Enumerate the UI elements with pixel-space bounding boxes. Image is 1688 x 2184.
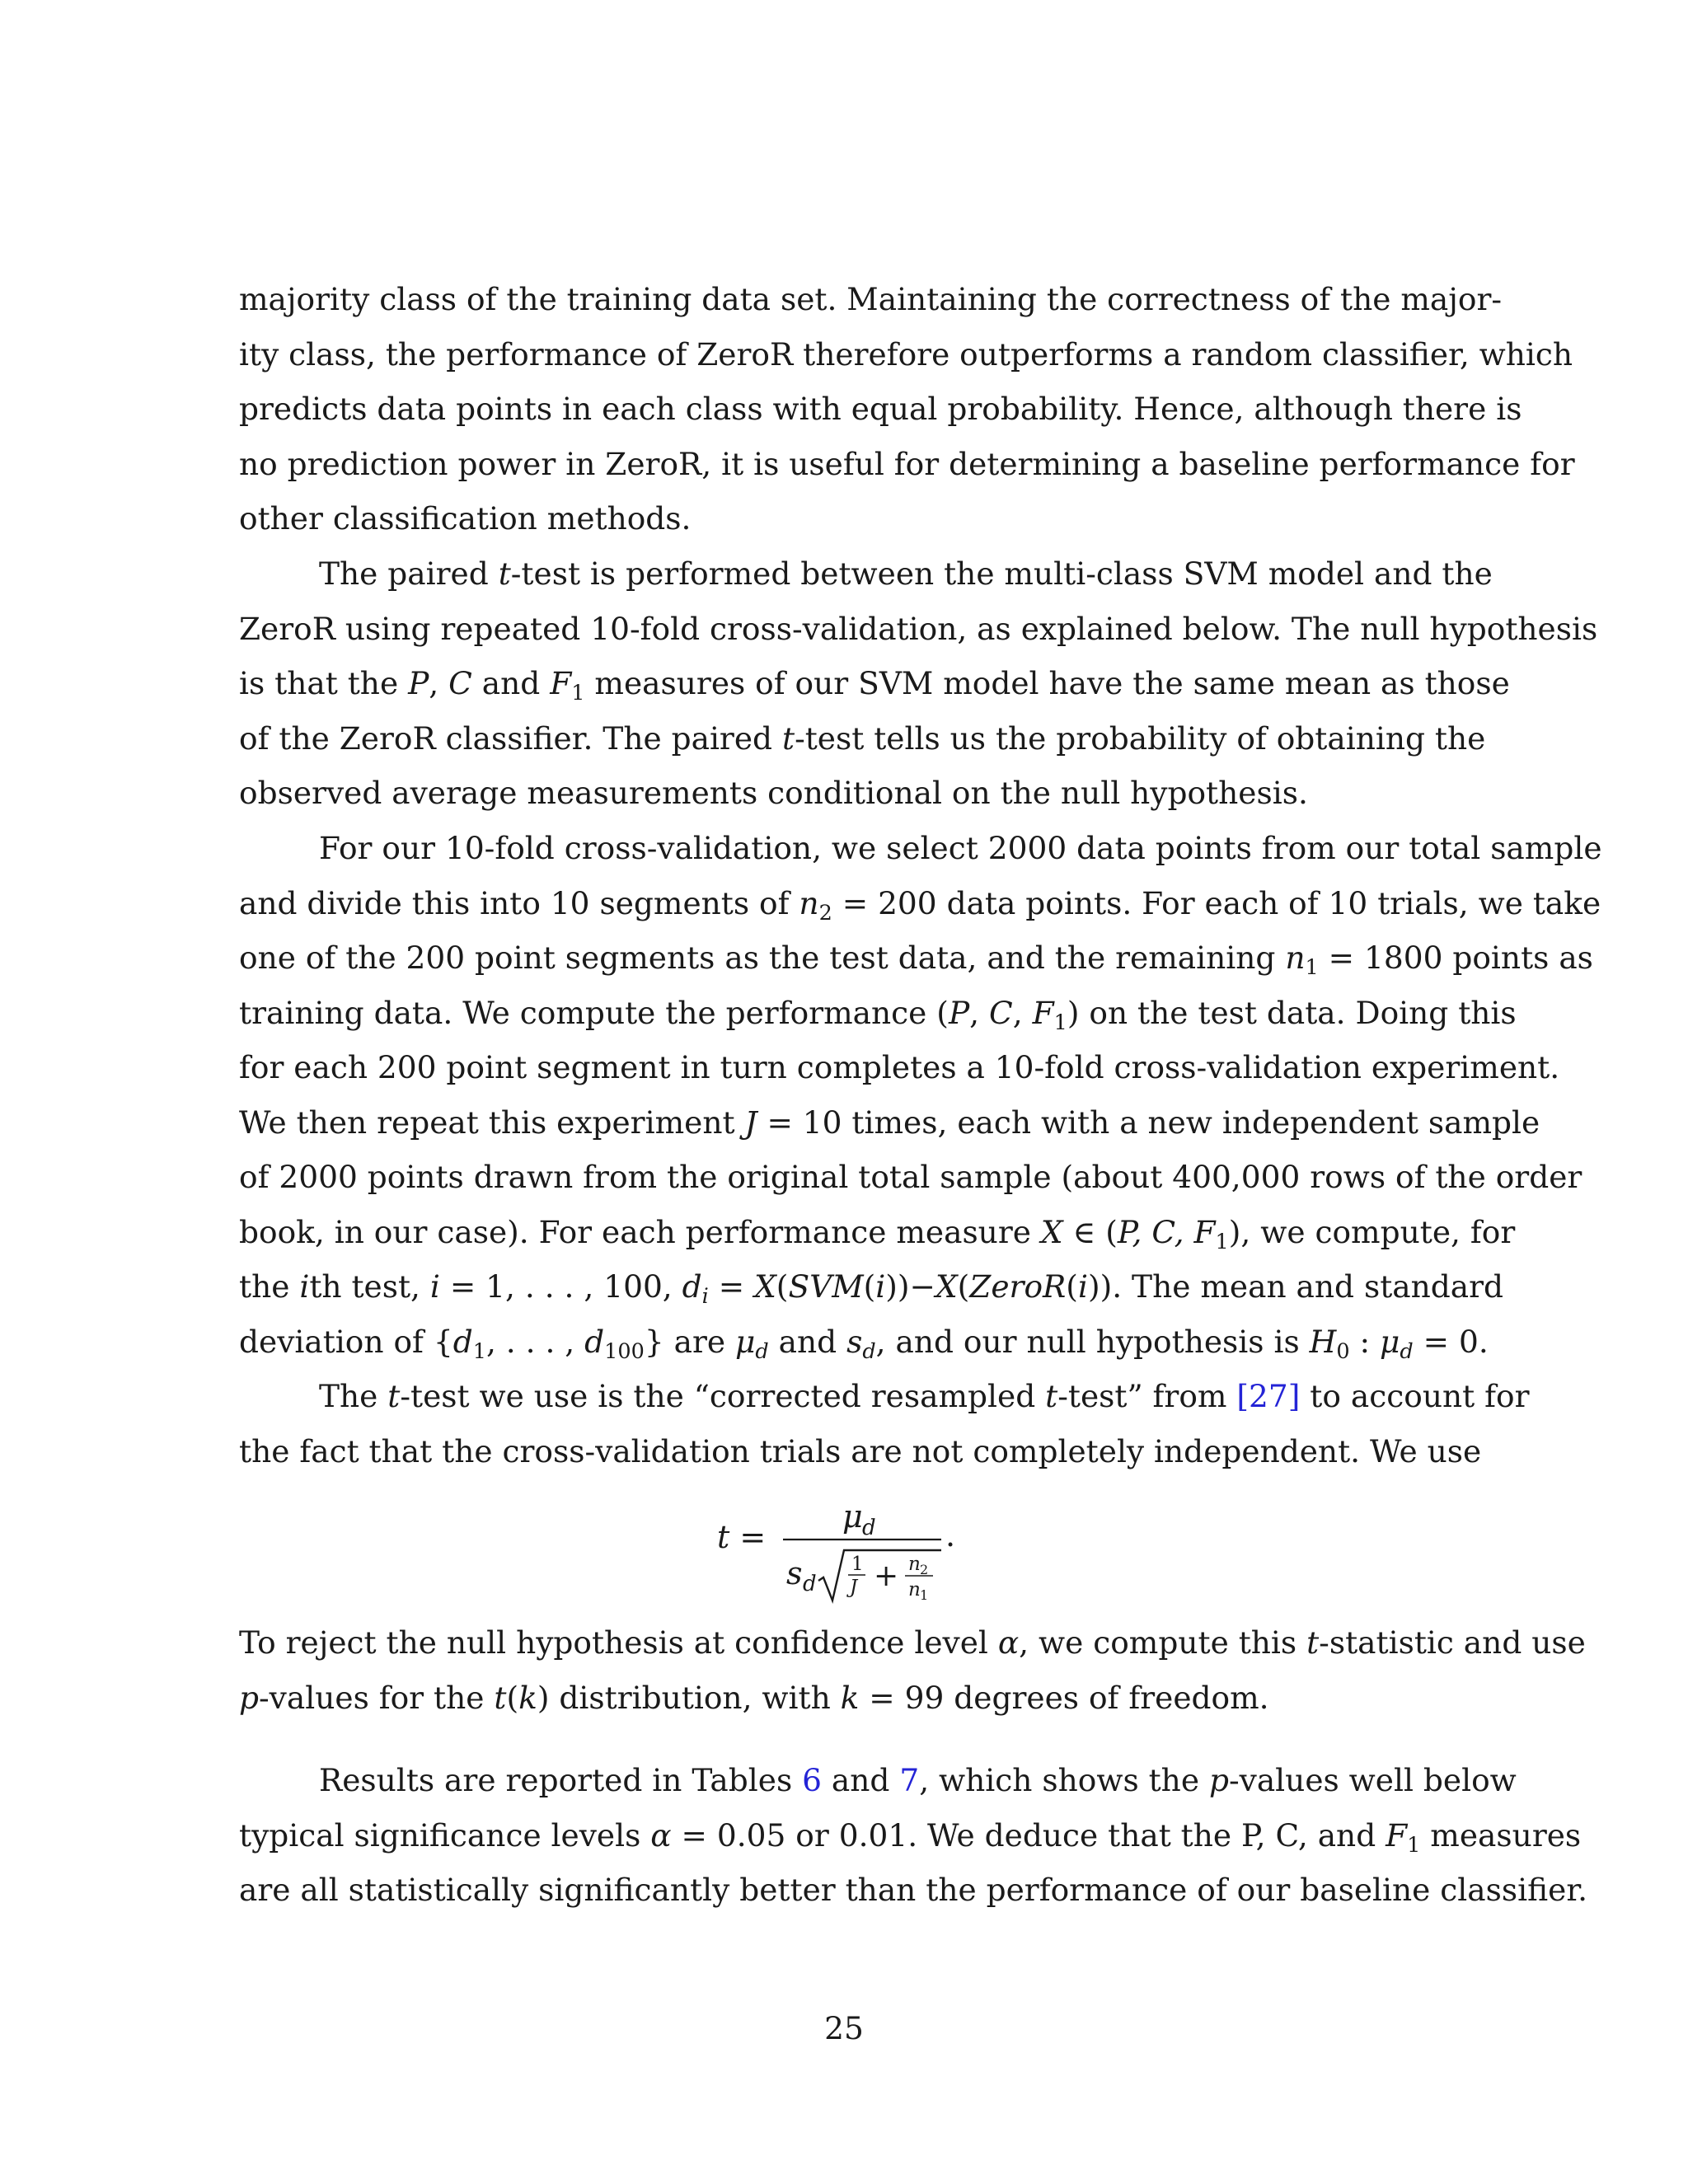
math-H: H [1309,1323,1337,1360]
text-run: -statistic and use [1319,1624,1586,1661]
math-i: i [701,1284,709,1310]
text-run: 1, . . . , 100, [485,1268,682,1305]
text-run: the [239,1268,300,1305]
text-line [239,656,1510,711]
math-t: t [494,1679,507,1716]
math-t: t [498,555,511,592]
text-run: training data. We compute the performance [239,994,937,1031]
math-t: t [1045,1378,1058,1414]
math-sub [862,1339,875,1364]
math-mu: μ [1380,1323,1400,1360]
math-eq: = [832,884,879,921]
math-paren: ( [506,1679,519,1716]
eq-period: . [945,1517,956,1554]
math-comma: , [429,665,449,701]
text-run: deviation of [239,1323,434,1360]
text-line: predicts data points in each class with equal probability. Hence, although there is [239,391,1522,427]
text-run: The paired [319,555,499,592]
text-run: , which shows the [919,1762,1209,1798]
math-i: i [299,1268,310,1305]
paragraph-reject-null [239,1615,1586,1725]
math-paren: ( [1066,1268,1078,1305]
text-run: th test, [309,1268,430,1305]
math-n: n [799,884,819,921]
eq-frac2-den: n [908,1579,921,1601]
text-run: We then repeat this experiment [239,1104,745,1141]
math-sub [1400,1339,1413,1364]
text-line: of 2000 points drawn from the original total sample (about 400,000 rows of the order [239,1159,1582,1195]
math-sub: 2 [818,900,832,926]
text-line: other classification methods. [239,500,692,537]
math-paren: ) [1067,994,1080,1031]
text-line [239,930,1593,986]
math-paren: ) [1228,1213,1241,1250]
math-paren: ) [1087,1268,1100,1305]
math-C: C [989,994,1013,1031]
text-line [239,1753,1517,1808]
math-d: d [452,1323,473,1360]
text-run: on the test data. Doing this [1079,994,1517,1031]
math-p: p [1208,1762,1229,1798]
math-paren: ) [885,1268,898,1305]
text-run: 0. [1459,1323,1489,1360]
math-tuple: P, C, F [1117,1213,1216,1250]
text-line: the fact that the cross-validation trials are not completely independent. We use [239,1432,1482,1469]
text-run: -test tells us the probability of obtaining the [795,719,1486,757]
math-eq: = [859,1679,905,1716]
math-i: i [429,1268,440,1305]
math-F: F [550,665,572,701]
eq-denominator-sub: d [803,1572,817,1596]
text-run: 0.05 or 0.01. We deduce that the P, C, and [716,1816,1386,1854]
math-paren: ) [537,1679,550,1716]
text-run: of the ZeroR classifier. The paired [239,719,782,757]
math-d: d [584,1323,605,1360]
math-eq: = [1413,1323,1459,1360]
math-zeror: ZeroR [969,1268,1067,1305]
math-C: C [448,665,472,701]
display-equation [709,1498,989,1614]
math-X: X [1040,1213,1063,1250]
eq-frac2-num-sub: 2 [920,1562,929,1577]
text-line: observed average measurements conditional on the null hypothesis. [239,775,1308,811]
math-d: d [862,1338,876,1364]
text-line [239,1095,1540,1151]
text-run: is that the [239,665,409,701]
text-run: distribution, with [549,1679,841,1716]
math-d: d [682,1268,702,1305]
text-run: , we compute this [1019,1624,1307,1661]
table-7-link[interactable]: 7 [899,1762,920,1798]
math-P: P [948,994,970,1031]
text-line: ity class, the performance of ZeroR therefore outperforms a random classifier, which [239,335,1573,373]
text-run: Results are reported in Tables [319,1762,803,1798]
text-line [239,1315,1489,1370]
text-run: -test” from [1057,1378,1237,1414]
text-line: are all statistically significantly better than the performance of our baseline classifier. [239,1872,1588,1908]
eq-denominator-s: s [786,1555,803,1591]
math-paren: ( [936,994,949,1031]
math-t: t [387,1378,401,1414]
text-run: -test is performed between the multi-class SVM model and the [510,555,1493,592]
math-P: P [408,665,429,701]
text-line [239,986,1517,1041]
math-sub: 1 [1215,1229,1229,1254]
math-eq: = [708,1268,755,1305]
math-J: J [744,1104,757,1141]
math-colon: : [1349,1323,1381,1360]
text-run: -values well below [1228,1762,1517,1798]
math-d: d [1400,1338,1414,1364]
math-d: d [755,1338,769,1364]
math-paren: ( [863,1268,876,1305]
math-eq: = [671,1816,717,1854]
eq-numerator-sub: d [862,1516,876,1540]
math-sub [755,1339,768,1364]
math-F: F [1032,994,1054,1031]
text-run: -test we use is the “corrected resampled [400,1378,1046,1414]
math-alpha: α [650,1816,672,1854]
math-comma: , [1012,994,1033,1031]
math-sub [702,1284,709,1309]
text-line [239,1808,1582,1863]
math-F: F [1386,1816,1408,1854]
math-minus: − [909,1268,935,1305]
eq-frac1-num: 1 [851,1554,864,1575]
math-sub: 1 [571,681,585,706]
math-sub: 1 [472,1338,486,1364]
math-i: i [875,1268,886,1305]
math-p: p [239,1679,260,1716]
text-run: and divide this into 10 segments of [239,884,799,921]
text-run: and [768,1323,847,1360]
math-n: n [1285,940,1306,976]
math-alpha: α [997,1624,1020,1661]
text-line [239,1369,1530,1424]
math-i: i [1077,1268,1088,1305]
text-line [239,546,1493,602]
text-run: book, in our case). For each performance measure [239,1213,1041,1250]
text-line [239,1205,1516,1260]
eq-lhs: t = [717,1519,767,1555]
text-line: for each 200 point segment in turn completes a 10-fold cross-validation experiment. [239,1049,1560,1085]
citation-link[interactable]: [27] [1236,1378,1301,1414]
text-run: typical significance levels [239,1816,651,1854]
text-line [239,1671,1439,1726]
math-in: ∈ [1062,1213,1106,1250]
math-eq: = [757,1104,803,1141]
math-X: X [754,1268,776,1305]
math-t: t [1306,1624,1320,1661]
math-paren: ( [776,1268,789,1305]
math-paren: ( [957,1268,970,1305]
math-brace: } [644,1323,664,1360]
text-run: measures [1420,1816,1582,1854]
math-sub: 100 [604,1338,645,1364]
text-run: . The mean and standard [1112,1268,1504,1305]
math-eq: = [1318,940,1364,976]
text-run: -values for the [259,1679,495,1716]
text-run: 10 times, each with a new independent sample [802,1104,1540,1141]
math-comma: , [969,994,990,1031]
math-k: k [518,1679,537,1716]
text-line: For our 10-fold cross-validation, we select 2000 data points from our total sample [319,830,1602,866]
text-run: to account for [1300,1378,1530,1414]
text-run: 200 data points. For each of 10 trials, we take [878,884,1601,921]
math-sub: 0 [1336,1338,1350,1364]
math-s: s [846,1323,863,1360]
math-sub: 1 [1407,1832,1421,1858]
text-run: 99 degrees of freedom. [904,1679,1269,1716]
math-ellipsis: , . . . , [485,1323,585,1360]
eq-plus: + [874,1559,899,1593]
math-eq: = [439,1268,486,1305]
table-6-link[interactable]: 6 [802,1762,822,1798]
paragraph-zeror-baseline [239,272,1575,546]
text-line [239,711,1486,766]
eq-frac2-den-sub: 1 [920,1587,929,1603]
text-line: majority class of the training data set. Maintaining the correctness of the major- [239,281,1503,317]
text-run: and [822,1762,900,1798]
math-mu: μ [735,1323,756,1360]
text-run: , and our null hypothesis is [875,1323,1310,1360]
text-run: 1800 points as [1364,940,1593,976]
math-paren: ) [897,1268,910,1305]
paragraph-cross-validation [239,821,1602,1369]
page-number: 25 [824,2010,864,2046]
text-line: ZeroR using repeated 10-fold cross-validation, as explained below. The null hypothesis [239,610,1598,647]
eq-frac2-num: n [908,1554,921,1575]
eq-frac1-den: J [850,1577,858,1598]
math-paren: ( [1105,1213,1118,1250]
eq-numerator-mu: μ [842,1498,863,1535]
math-paren: ) [1100,1268,1113,1305]
text-line [239,1615,1586,1671]
text-line [239,876,1601,931]
text-run: The [319,1378,388,1414]
paragraph-paired-t-test [239,546,1598,821]
text-line [239,1259,1504,1315]
math-sub: 1 [1305,955,1319,981]
math-t: t [781,719,795,757]
text-run: and [471,665,551,701]
math-X: X [935,1268,958,1305]
text-run: , we compute, for [1240,1213,1516,1250]
math-sub: 1 [1053,1010,1067,1035]
math-k: k [840,1679,860,1716]
text-run: one of the 200 point segments as the test data, and the remaining [239,940,1286,976]
text-run: are [663,1323,736,1360]
text-run: measures of our SVM model have the same mean as those [584,665,1510,701]
paragraph-results [239,1753,1588,1918]
text-line: no prediction power in ZeroR, it is useful for determining a baseline performance for [239,445,1575,482]
paragraph-corrected-t-test [239,1369,1530,1479]
text-run: To reject the null hypothesis at confidence level [239,1624,998,1661]
math-brace: { [433,1323,453,1360]
math-svm: SVM [788,1268,864,1305]
